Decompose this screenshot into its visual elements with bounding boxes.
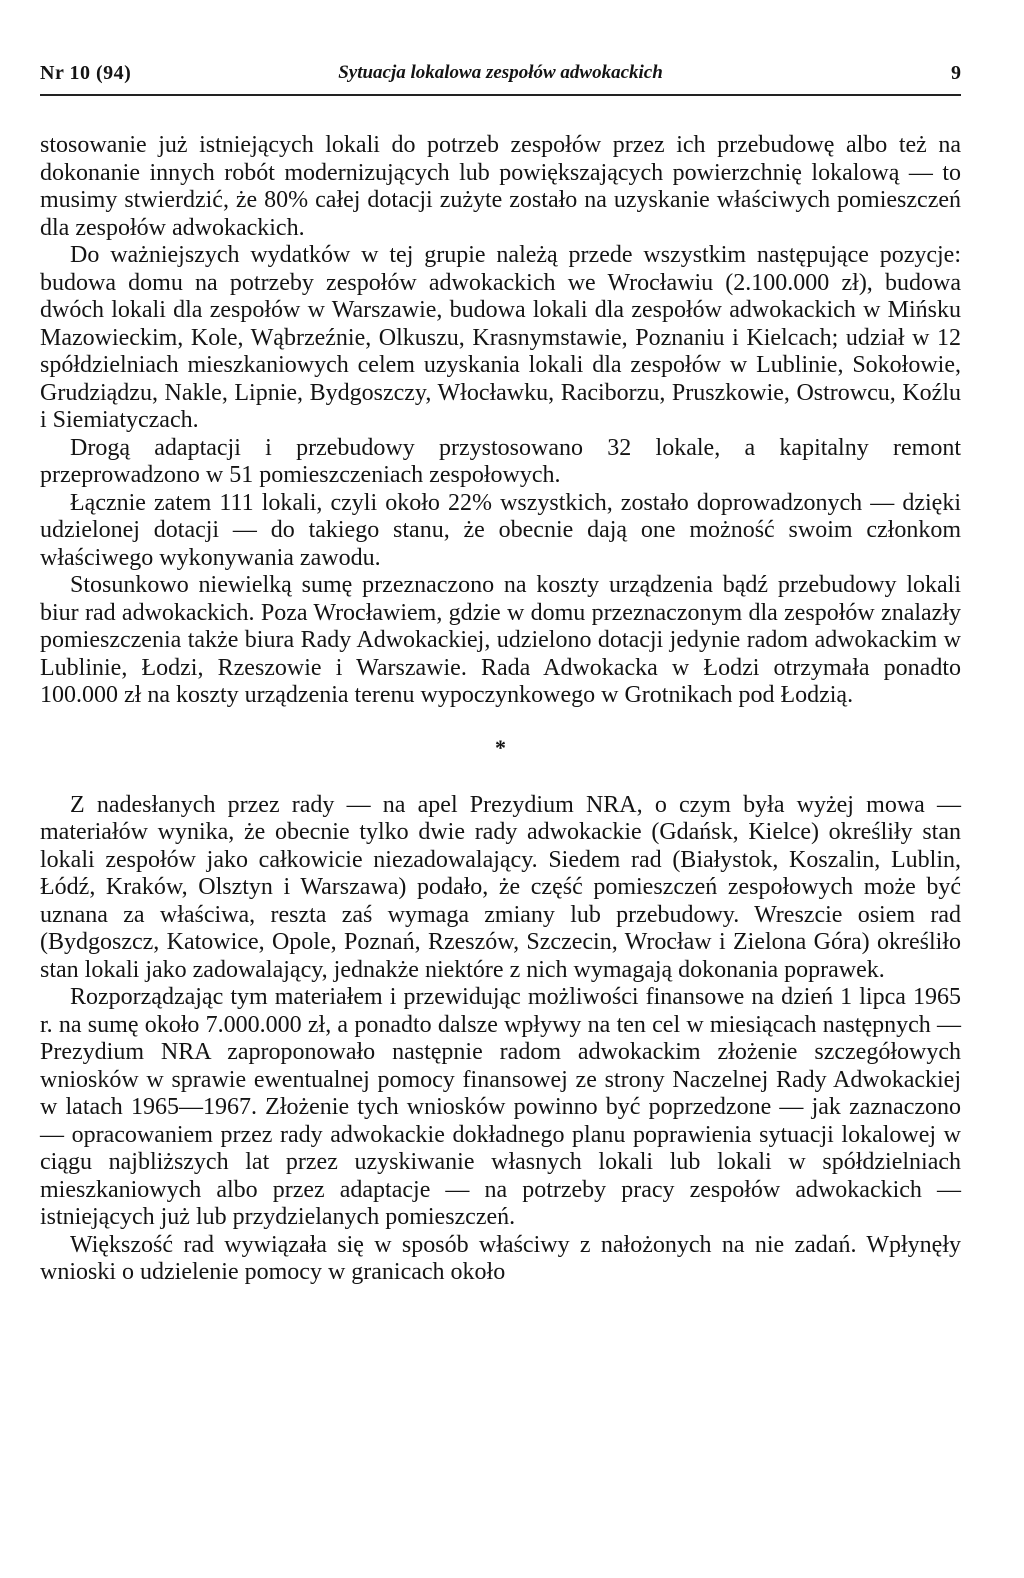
header-rule: [40, 94, 961, 96]
paragraph: Łącznie zatem 111 lokali, czyli około 22% wszystkich, zostało doprowadzonych — dzięki udzielonej dotacji — do takiego stanu, że obecnie dają one możność swoim członkom właściwego wykonywania zawodu.: [40, 489, 961, 571]
paragraph-continued: stosowanie już istniejących lokali do potrzeb zespołów przez ich przebudowę albo też na dokonanie innych robót modernizujących lub powiększających powierzchnię lokalową — to musimy stwierdzić, że 80% całej dotacji zużyte zostało na uzyskanie właściwych pomieszczeń dla zespołów adwokackich.: [40, 132, 961, 241]
issue-number: Nr 10 (94): [40, 62, 132, 84]
paragraph: Drogą adaptacji i przebudowy przystosowano 32 lokale, a kapitalny remont przeprowadzono w 51 pomieszczeniach zespołowych.: [40, 434, 961, 488]
paragraph: Rozporządzając tym materiałem i przewidując możliwości finansowe na dzień 1 lipca 1965 r. na sumę około 7.000.000 zł, a ponadto dalsze wpływy na ten cel w miesiącach następnych — Prezydium NRA zaproponowało następnie radom adwokackim złożenie szczegółowych wniosków w sprawie ewentualnej pomocy finansowej ze strony Naczelnej Rady Adwokackiej w latach 1965—1967. Złożenie tych wniosków powinno być poprzedzone — jak zaznaczono — opracowaniem przez rady adwokackie dokładnego planu poprawienia sytuacji lokalowej w ciągu najbliższych lat przez uzyskiwanie własnych lokali lub lokali w spółdzielniach mieszkaniowych albo przez adaptacje — na potrzeby pracy zespołów adwokackich — istniejących już lub przydzielanych pomieszczeń.: [40, 984, 961, 1230]
paragraph: Stosunkowo niewielką sumę przeznaczono na koszty urządzenia bądź przebudowy lokali biur rad adwokackich. Poza Wrocławiem, gdzie w domu przeznaczonym dla zespołów znalazły pomieszczenia także biura Rady Adwokackiej, udzielono dotacji jedynie radom adwokackim w Lublinie, Łodzi, Rzeszowie i Warszawie. Rada Adwokacka w Łodzi otrzymała ponadto 100.000 zł na koszty urządzenia terenu wypoczynkowego w Grotnikach pod Łodzią.: [40, 572, 961, 708]
page-number: 9: [951, 62, 961, 84]
paragraph: Większość rad wywiązała się w sposób właściwy z nałożonych na nie zadań. Wpłynęły wnioski o udzielenie pomocy w granicach około: [40, 1231, 961, 1285]
running-title: Sytuacja lokalowa zespołów adwokackich: [338, 62, 663, 83]
article-body: [40, 132, 961, 1287]
running-header: [40, 62, 961, 92]
section-separator: *: [495, 734, 506, 760]
paragraph: Do ważniejszych wydatków w tej grupie należą przede wszystkim następujące pozycje: budowa domu na potrzeby zespołów adwokackich we Wrocławiu (2.100.000 zł), budowa dwóch lokali dla zespołów w Warszawie, budowa lokali dla zespołów adwokackich w Mińsku Mazowieckim, Kole, Wąbrzeźnie, Olkuszu, Krasnymstawie, Poznaniu i Kielcach; udział w 12 spółdzielniach mieszkaniowych celem uzyskania lokali dla zespołów w Lublinie, Sokołowie, Grudziądzu, Nakle, Lipnie, Bydgoszczy, Włocławku, Raciborzu, Pruszkowie, Ostrowcu, Koźlu i Siemiatyczach.: [40, 242, 961, 433]
paragraph: Z nadesłanych przez rady — na apel Prezydium NRA, o czym była wyżej mowa — materiałów wynika, że obecnie tylko dwie rady adwokackie (Gdańsk, Kielce) określiły stan lokali zespołów jako całkowicie niezadowalający. Siedem rad (Białystok, Koszalin, Lublin, Łódź, Kraków, Olsztyn i Warszawa) podało, że część pomieszczeń zespołowych może być uznana za właściwa, reszta zaś wymaga zmiany lub przebudowy. Wreszcie osiem rad (Bydgoszcz, Katowice, Opole, Poznań, Rzeszów, Szczecin, Wrocław i Zielona Góra) określiło stan lokali jako zadowalający, jednakże niektóre z nich wymagają dokonania poprawek.: [40, 791, 961, 983]
